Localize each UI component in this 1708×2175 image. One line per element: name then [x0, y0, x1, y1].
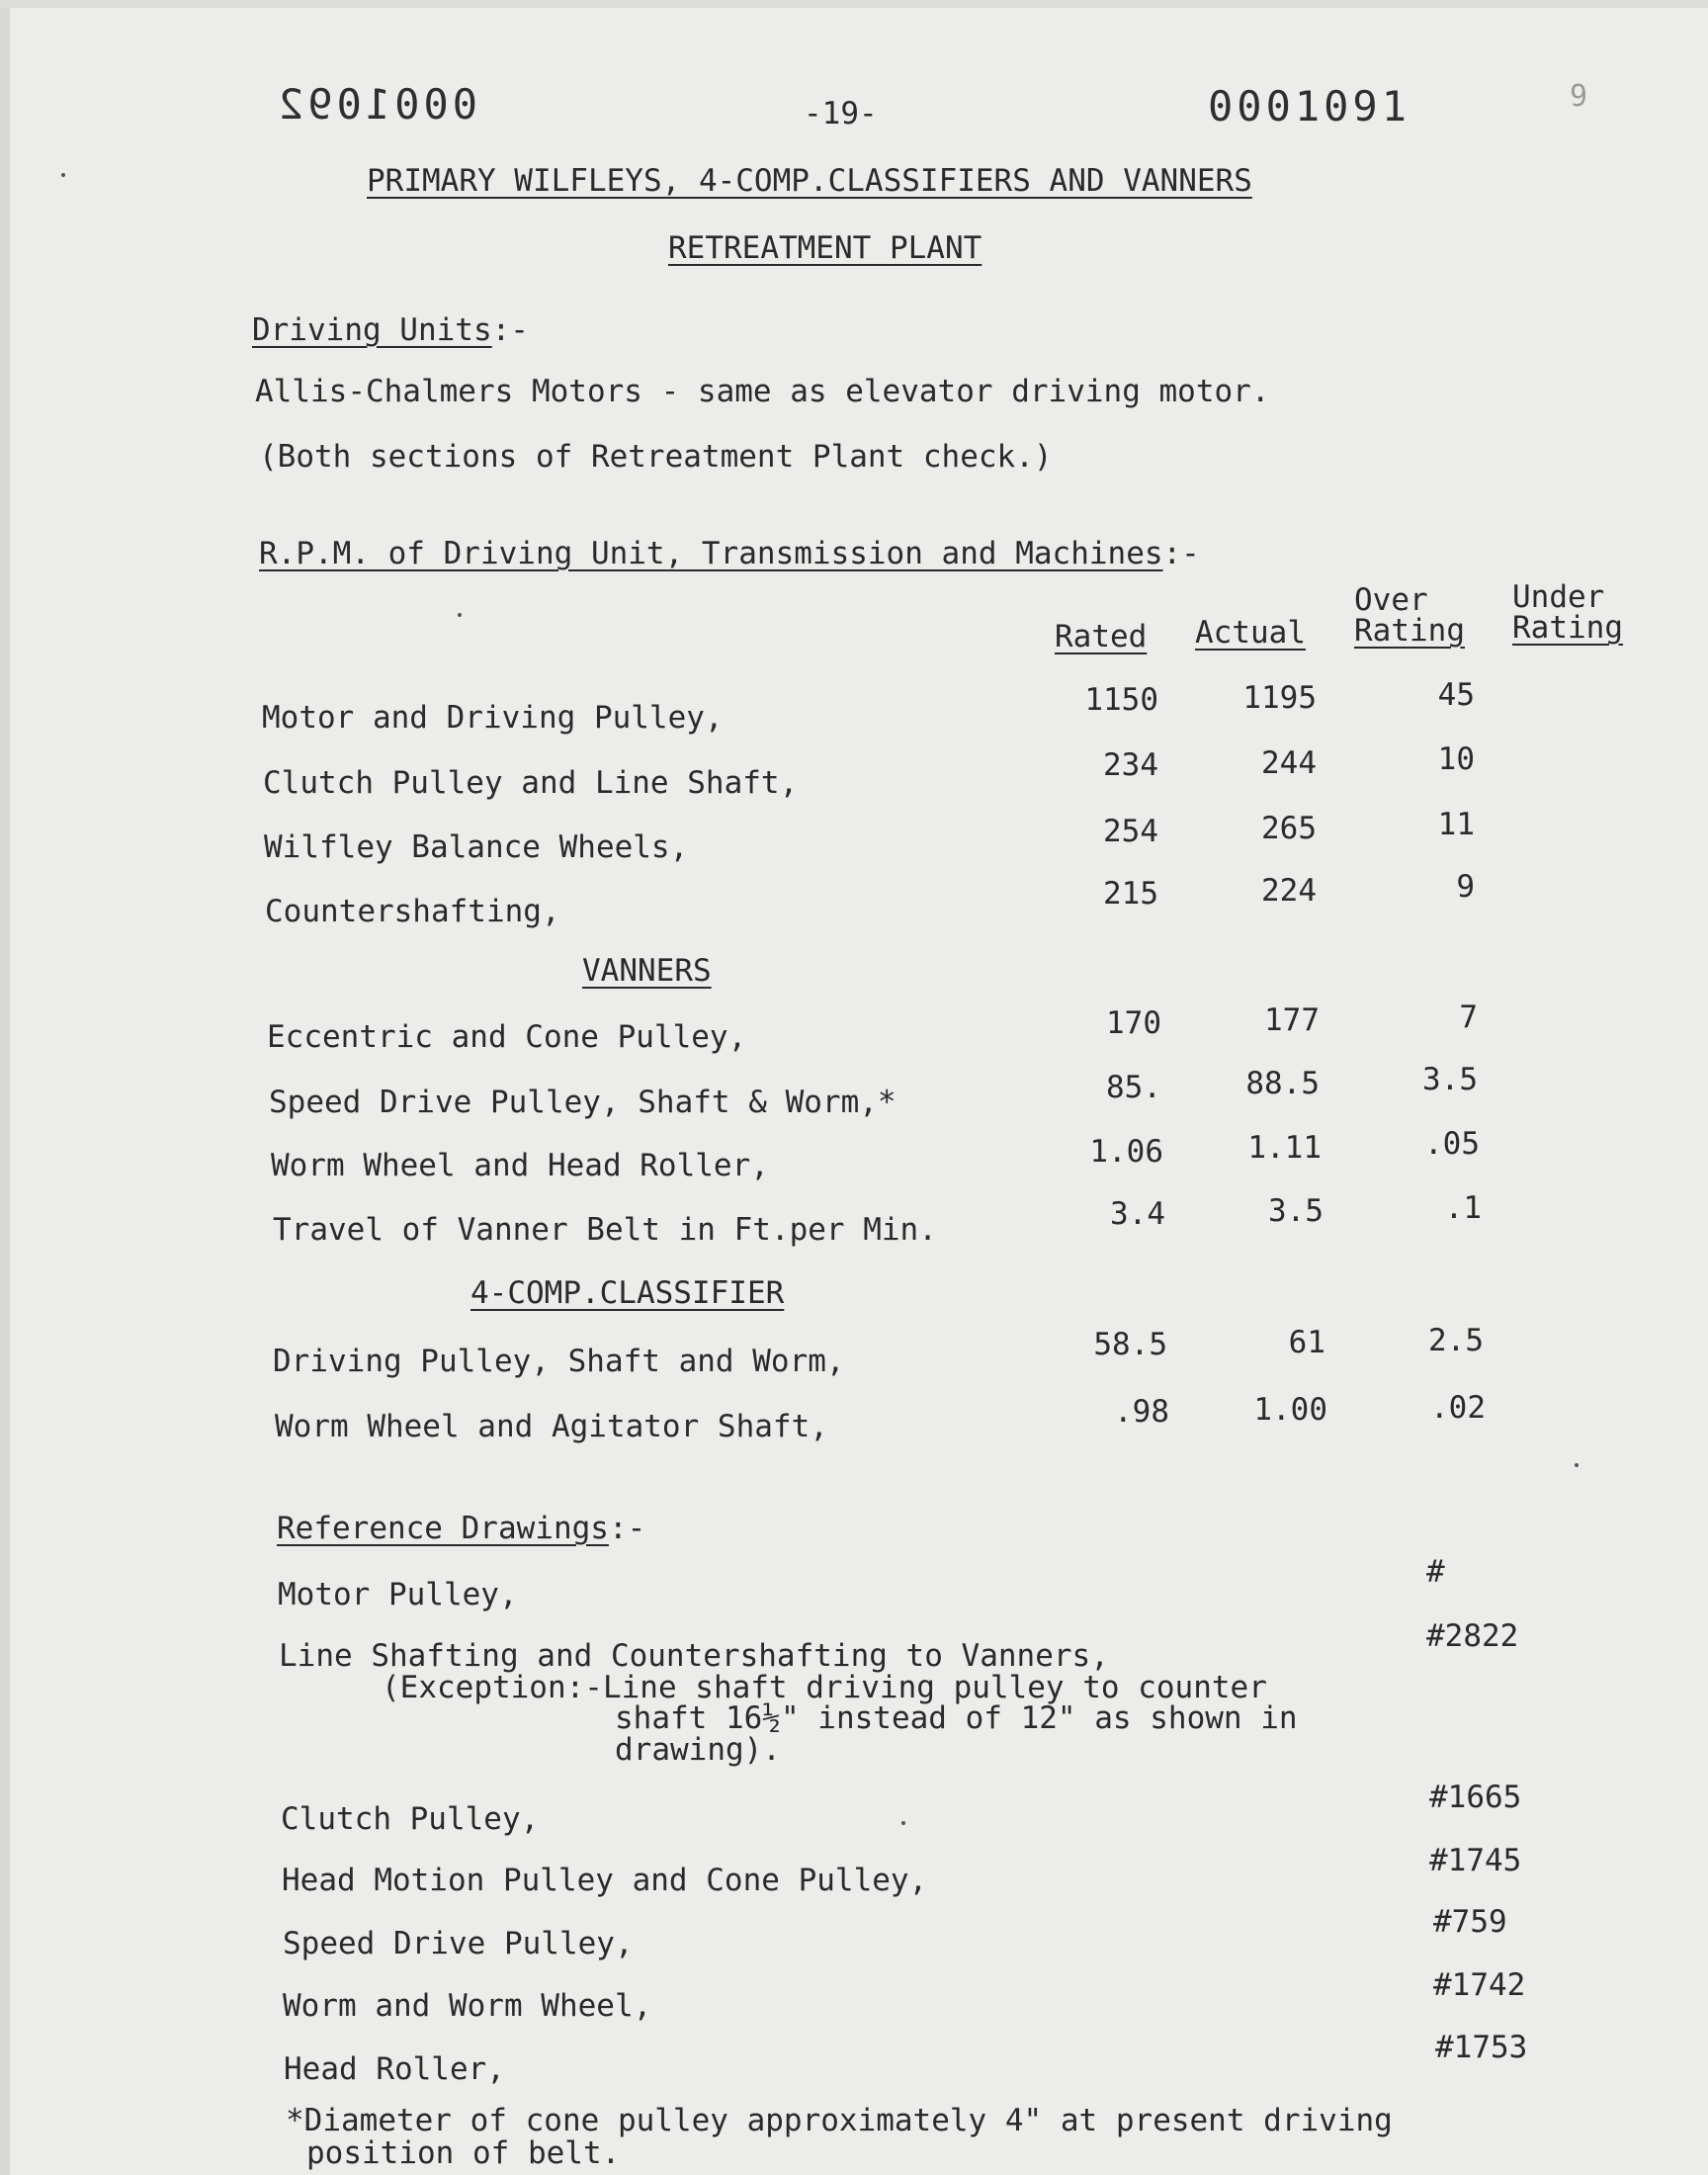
vanners-row-rated: 170: [1106, 1005, 1161, 1041]
classifier-row-rated: .98: [1114, 1394, 1169, 1430]
vanners-row-actual: 3.5: [1268, 1193, 1324, 1229]
col-header-under-2: Rating: [1512, 610, 1623, 646]
rpm-row-rated: 215: [1103, 876, 1158, 912]
rpm-row-label: Wilfley Balance Wheels,: [264, 829, 689, 865]
vanners-row-label: Worm Wheel and Head Roller,: [271, 1148, 769, 1183]
reference-exception-line-2: shaft 16½" instead of 12" as shown in: [615, 1700, 1298, 1736]
driving-units-heading-text: Driving Units: [252, 312, 492, 348]
reference-item-ref: #1742: [1433, 1967, 1526, 2003]
vanners-row-over: 3.5: [1422, 1062, 1478, 1097]
reference-item-ref: #1745: [1429, 1843, 1522, 1878]
classifier-row-label: Driving Pulley, Shaft and Worm,: [273, 1344, 845, 1379]
vanners-row-over: 7: [1459, 1000, 1478, 1035]
vanners-row-rated: 1.06: [1089, 1134, 1163, 1170]
footnote-line-1: *Diameter of cone pulley approximately 4" at present driving: [286, 2103, 1393, 2138]
rpm-heading-suffix: :-: [1162, 536, 1200, 571]
col-header-actual: Actual: [1195, 615, 1306, 651]
reference-item-ref: #2822: [1426, 1618, 1519, 1654]
rpm-row-actual: 224: [1261, 873, 1317, 909]
scan-speck: [458, 613, 462, 617]
vanners-row-label: Speed Drive Pulley, Shaft & Worm,*: [269, 1085, 897, 1120]
driving-units-heading: [252, 312, 529, 348]
corner-mark: 9: [1570, 79, 1588, 114]
driving-units-line-1: Allis-Chalmers Motors - same as elevator driving motor.: [255, 374, 1270, 409]
reference-item-label: Clutch Pulley,: [281, 1801, 540, 1837]
rpm-heading: [259, 536, 1200, 571]
classifier-heading: 4-COMP.CLASSIFIER: [470, 1275, 785, 1311]
rpm-row-rated: 234: [1103, 747, 1158, 783]
classifier-row-rated: 58.5: [1093, 1327, 1167, 1362]
vanners-row-over: .1: [1444, 1190, 1482, 1226]
vanners-row-label: Travel of Vanner Belt in Ft.per Min.: [273, 1212, 937, 1248]
rpm-row-actual: 265: [1261, 811, 1317, 846]
vanners-row-rated: 85.: [1106, 1070, 1161, 1105]
rpm-row-label: Clutch Pulley and Line Shaft,: [263, 765, 799, 801]
reference-item-ref: #759: [1433, 1904, 1507, 1940]
scan-speck: [1575, 1463, 1579, 1467]
reference-item-ref: #1753: [1435, 2030, 1528, 2065]
rpm-row-label: Motor and Driving Pulley,: [262, 700, 724, 736]
reference-item-label: Worm and Worm Wheel,: [283, 1988, 652, 2024]
col-header-under-1: Under: [1512, 579, 1605, 615]
vanners-row-over: .05: [1424, 1126, 1480, 1162]
reference-item-ref: #: [1426, 1554, 1445, 1590]
reference-exception-line-3: drawing).: [615, 1732, 781, 1768]
rpm-row-rated: 1150: [1084, 682, 1158, 718]
page-number: -19-: [804, 96, 878, 131]
reference-heading-suffix: :-: [608, 1511, 646, 1546]
rpm-row-over: 11: [1437, 807, 1475, 842]
reference-item-label: Motor Pulley,: [278, 1577, 518, 1612]
rpm-row-actual: 1195: [1242, 680, 1317, 716]
reference-item-label: Head Roller,: [284, 2051, 505, 2087]
reference-item-label: Head Motion Pulley and Cone Pulley,: [282, 1863, 928, 1898]
rpm-row-actual: 244: [1261, 745, 1317, 781]
scan-speck: [901, 1821, 905, 1825]
vanners-row-actual: 1.11: [1247, 1130, 1322, 1166]
footnote-line-2: position of belt.: [306, 2135, 621, 2171]
vanners-heading: VANNERS: [582, 953, 712, 989]
vanners-row-actual: 177: [1264, 1002, 1320, 1038]
col-header-over-1: Over: [1354, 582, 1428, 618]
col-header-over-2: Rating: [1354, 613, 1465, 649]
classifier-row-actual: 61: [1288, 1325, 1325, 1360]
reference-item-label: Speed Drive Pulley,: [283, 1926, 634, 1961]
vanners-row-rated: 3.4: [1110, 1196, 1165, 1232]
classifier-row-actual: 1.00: [1253, 1392, 1327, 1428]
reference-heading: [277, 1511, 645, 1546]
reference-item-label: Line Shafting and Countershafting to Vanners,: [279, 1638, 1109, 1674]
rpm-row-over: 45: [1437, 677, 1475, 713]
reference-heading-text: Reference Drawings: [277, 1511, 609, 1546]
page-edge-left: [0, 0, 10, 2175]
rpm-row-label: Countershafting,: [265, 894, 560, 929]
rpm-row-rated: 254: [1103, 814, 1158, 849]
document-number: 0001091: [1208, 82, 1411, 130]
title-line-2: RETREATMENT PLANT: [668, 230, 982, 266]
title-line-1: PRIMARY WILFLEYS, 4-COMP.CLASSIFIERS AND VANNERS: [367, 163, 1252, 199]
col-header-rated: Rated: [1055, 619, 1148, 654]
ghost-doc-number: 0001092: [275, 80, 478, 129]
driving-units-heading-suffix: :-: [491, 312, 529, 348]
classifier-row-label: Worm Wheel and Agitator Shaft,: [275, 1409, 828, 1444]
classifier-row-over: 2.5: [1428, 1323, 1484, 1358]
scan-speck: [61, 173, 65, 177]
classifier-row-over: .02: [1430, 1390, 1486, 1426]
rpm-row-over: 9: [1456, 869, 1475, 905]
vanners-row-label: Eccentric and Cone Pulley,: [267, 1019, 747, 1055]
rpm-heading-text: R.P.M. of Driving Unit, Transmission and Machines: [259, 536, 1163, 571]
reference-item-ref: #1665: [1429, 1780, 1522, 1815]
rpm-row-over: 10: [1437, 741, 1475, 777]
page-edge-top: [0, 0, 1708, 8]
driving-units-line-2: (Both sections of Retreatment Plant check.): [259, 439, 1053, 475]
vanners-row-actual: 88.5: [1245, 1066, 1320, 1101]
reference-exception-line-1: (Exception:-Line shaft driving pulley to counter: [382, 1670, 1267, 1705]
